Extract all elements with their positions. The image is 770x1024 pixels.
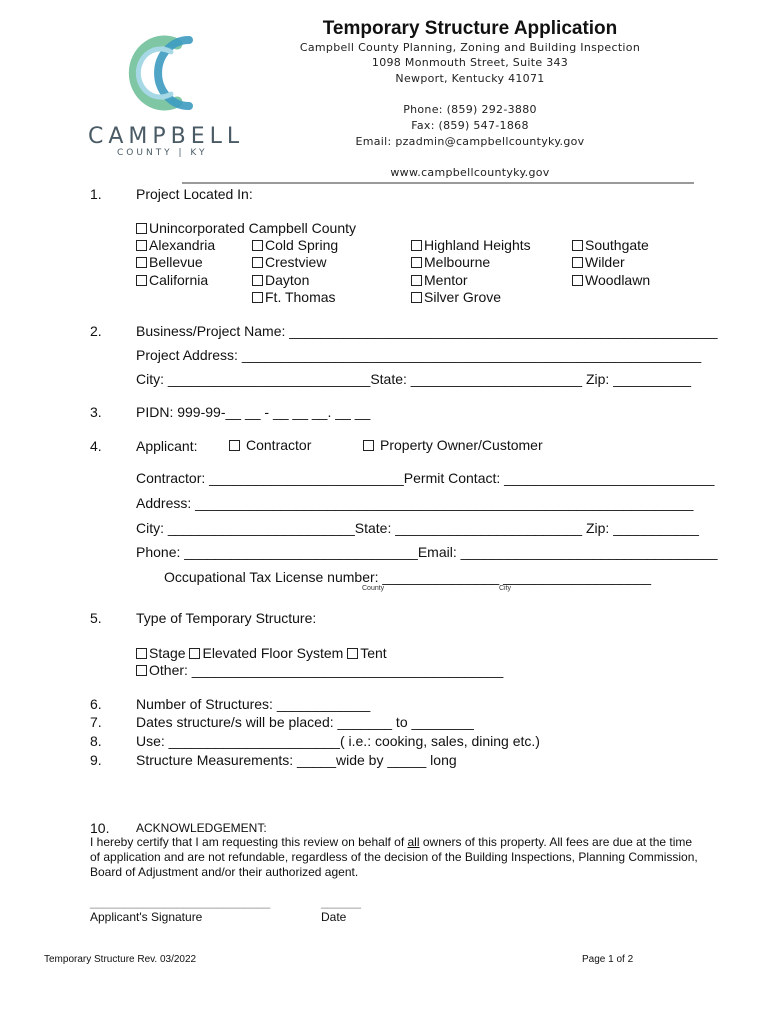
option-other[interactable]: Other: ________________________________________ xyxy=(136,662,503,678)
checkbox[interactable] xyxy=(411,292,422,303)
checkbox[interactable] xyxy=(252,275,263,286)
logo-wordmark: CAMPBELL xyxy=(88,124,245,149)
checkbox[interactable] xyxy=(572,275,583,286)
campbell-county-logo xyxy=(115,30,205,116)
checkbox[interactable] xyxy=(252,240,263,251)
option-silver-grove[interactable]: Silver Grove xyxy=(411,289,501,305)
signature-label: Applicant's Signature xyxy=(90,910,203,924)
section-7-number: 7. xyxy=(90,714,102,730)
acknowledgement-line-3: Board of Adjustment and/or their authorized agent. xyxy=(90,865,359,879)
acknowledgement-line-2: of application and are not refundable, regardless of the decision of the Building Inspections, Planning Commission, xyxy=(90,850,698,864)
section-1-number: 1. xyxy=(90,186,102,202)
section-5-label: Type of Temporary Structure: xyxy=(136,610,317,626)
checkbox[interactable] xyxy=(411,240,422,251)
option-stage[interactable]: Stage xyxy=(136,645,186,661)
applicant-address-field[interactable]: Address: ________________________________________________________________ xyxy=(136,495,694,511)
option-ft-thomas[interactable]: Ft. Thomas xyxy=(252,289,336,305)
signature-line[interactable]: ___________________________ xyxy=(90,895,271,909)
section-9-number: 9. xyxy=(90,752,102,768)
org-website: www.campbellcountyky.gov xyxy=(390,166,550,179)
option-crestview[interactable]: Crestview xyxy=(252,254,326,270)
section-1-label: Project Located In: xyxy=(136,186,253,202)
footer-revision: Temporary Structure Rev. 03/2022 xyxy=(44,954,197,965)
option-contractor[interactable]: Contractor xyxy=(229,437,311,453)
section-6-number: 6. xyxy=(90,696,102,712)
checkbox[interactable] xyxy=(136,240,147,251)
project-city-state-zip-field[interactable]: City: __________________________State: ______________________ Zip: __________ xyxy=(136,371,692,387)
acknowledgement-heading: ACKNOWLEDGEMENT: xyxy=(136,821,267,835)
option-unincorporated[interactable]: Unincorporated Campbell County xyxy=(136,220,356,236)
section-8-number: 8. xyxy=(90,733,102,749)
phone-email-field[interactable]: Phone: ______________________________Email: _________________________________ xyxy=(136,544,718,560)
section-2-number: 2. xyxy=(90,323,102,339)
option-bellevue[interactable]: Bellevue xyxy=(136,254,203,270)
number-of-structures-field[interactable]: Number of Structures: ____________ xyxy=(136,696,371,712)
option-dayton[interactable]: Dayton xyxy=(252,272,309,288)
contractor-permit-contact-field[interactable]: Contractor: _________________________Permit Contact: ___________________________ xyxy=(136,470,715,486)
checkbox[interactable] xyxy=(363,440,374,451)
date-line[interactable]: ______ xyxy=(321,895,362,909)
checkbox[interactable] xyxy=(252,292,263,303)
checkbox[interactable] xyxy=(229,440,240,451)
checkbox[interactable] xyxy=(136,257,147,268)
business-name-field[interactable]: Business/Project Name: _______________________________________________________ xyxy=(136,323,718,339)
section-5-number: 5. xyxy=(90,610,102,626)
checkbox[interactable] xyxy=(136,648,147,659)
org-city: Newport, Kentucky 41071 xyxy=(395,72,545,85)
section-4-number: 4. xyxy=(90,438,102,454)
option-wilder[interactable]: Wilder xyxy=(572,254,625,270)
org-name: Campbell County Planning, Zoning and Building Inspection xyxy=(299,41,641,54)
header-divider xyxy=(182,182,694,184)
org-email: Email: pzadmin@campbellcountyky.gov xyxy=(355,135,585,148)
city-caption: City xyxy=(499,585,512,592)
checkbox[interactable] xyxy=(411,257,422,268)
option-tent[interactable]: Tent xyxy=(347,645,386,661)
applicant-label: Applicant: xyxy=(136,438,198,454)
use-field[interactable]: Use: ______________________( i.e.: cooking, sales, dining etc.) xyxy=(136,733,540,749)
option-southgate[interactable]: Southgate xyxy=(572,237,649,253)
section-10-number: 10. xyxy=(90,820,110,836)
option-highland-heights[interactable]: Highland Heights xyxy=(411,237,531,253)
checkbox[interactable] xyxy=(136,665,147,676)
checkbox[interactable] xyxy=(572,240,583,251)
option-melbourne[interactable]: Melbourne xyxy=(411,254,490,270)
project-address-field[interactable]: Project Address: ___________________________________________________________ xyxy=(136,347,702,363)
checkbox[interactable] xyxy=(572,257,583,268)
occupational-tax-field[interactable]: Occupational Tax License number: _______________ ___________________ xyxy=(164,569,652,585)
org-phone: Phone: (859) 292-3880 xyxy=(403,103,537,116)
section-3-number: 3. xyxy=(90,404,102,420)
option-cold-spring[interactable]: Cold Spring xyxy=(252,237,338,253)
org-fax: Fax: (859) 547-1868 xyxy=(411,119,529,132)
measurements-field[interactable]: Structure Measurements: _____wide by _____ long xyxy=(136,752,457,768)
option-mentor[interactable]: Mentor xyxy=(411,272,468,288)
option-elevated-floor[interactable]: Elevated Floor System xyxy=(189,645,343,661)
checkbox[interactable] xyxy=(347,648,358,659)
checkbox[interactable] xyxy=(136,223,147,234)
option-property-owner[interactable]: Property Owner/Customer xyxy=(363,437,543,453)
org-street: 1098 Monmouth Street, Suite 343 xyxy=(371,56,569,69)
date-label: Date xyxy=(321,910,347,924)
option-alexandria[interactable]: Alexandria xyxy=(136,237,215,253)
checkbox[interactable] xyxy=(136,275,147,286)
logo-subtitle: COUNTY | KY xyxy=(117,148,208,158)
option-woodlawn[interactable]: Woodlawn xyxy=(572,272,650,288)
option-california[interactable]: California xyxy=(136,272,208,288)
checkbox[interactable] xyxy=(411,275,422,286)
pidn-field[interactable]: PIDN: 999-99-__ __ - __ __ __. __ __ xyxy=(136,404,371,420)
applicant-city-state-zip-field[interactable]: City: ________________________State: ________________________ Zip: ___________ xyxy=(136,520,699,536)
dates-field[interactable]: Dates structure/s will be placed: _______ to ________ xyxy=(136,714,474,730)
footer-page-number: Page 1 of 2 xyxy=(582,954,634,965)
county-caption: County xyxy=(362,585,385,592)
structure-type-options xyxy=(136,645,387,661)
checkbox[interactable] xyxy=(189,648,200,659)
checkbox[interactable] xyxy=(252,257,263,268)
acknowledgement-line-1: I hereby certify that I am requesting this review on behalf of all owners of this property. All fees are due at the time xyxy=(90,835,693,849)
page-title: Temporary Structure Application xyxy=(322,18,618,39)
